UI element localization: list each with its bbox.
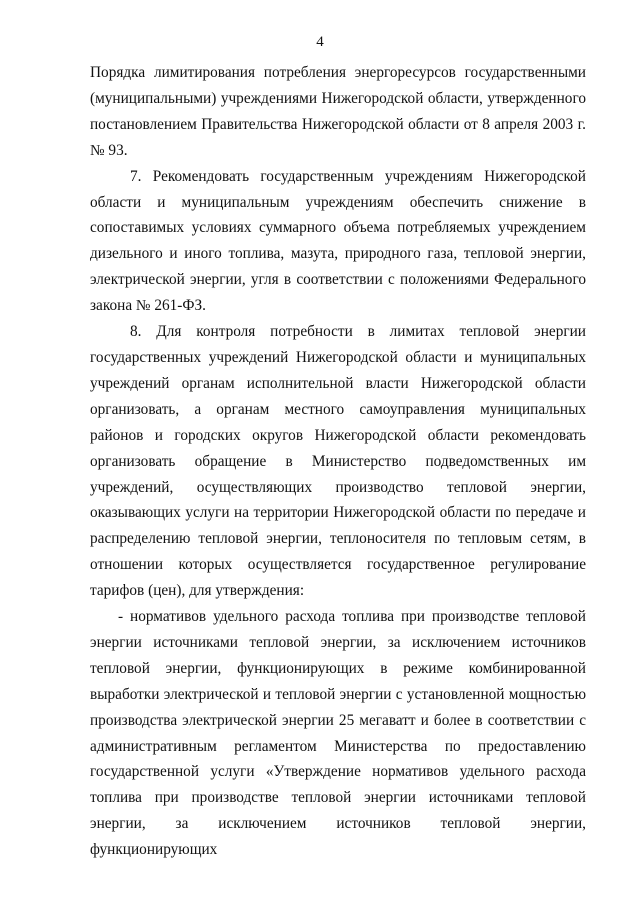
paragraph-subitem-norms: - нормативов удельного расхода топлива при производстве тепловой энергии источниками тепловой энергии, за исключением источников тепловой энергии, функционирующих в режиме комбинированной выработки электрической и тепловой энергии с установленной мощностью производства электрической энергии 25 мегаватт и более в соответствии с административным регламентом Министерства по предоставлению государственной услуги «Утверждение нормативов удельного расхода топлива при производстве тепловой энергии источниками тепловой энергии, за исключением источников тепловой энергии, функционирующих	[90, 608, 586, 859]
paragraph-item-8: 8. Для контроля потребности в лимитах тепловой энергии государственных учреждений Нижегородской области и муниципальных учреждений органам исполнительной власти Нижегородской области организовать, а органам местного самоуправления муниципальных районов и городских округов Нижегородской области рекомендовать организовать обращение в Министерство подведомственных им учреждений, осуществляющих производство тепловой энергии, оказывающих услуги на территории Нижегородской области по передаче и распределению тепловой энергии, теплоносителя по тепловым сетям, в отношении которых осуществляется государственное регулирование тарифов (цен), для утверждения:	[90, 323, 586, 600]
paragraph-continuation: Порядка лимитирования потребления энергоресурсов государственными (муниципальными) учреждениями Нижегородской области, утвержденного постановлением Правительства Нижегородской области от 8 апреля 2003 г. № 93.	[90, 64, 586, 159]
page-number: 4	[316, 34, 324, 50]
document-body	[90, 60, 586, 863]
paragraph-item-7: 7. Рекомендовать государственным учреждениям Нижегородской области и муниципальным учреждениям обеспечить снижение в сопоставимых условиях суммарного объема потребляемых учреждением дизельного и иного топлива, мазута, природного газа, тепловой энергии, электрической энергии, угля в соответствии с положениями Федерального закона № 261-ФЗ.	[90, 167, 586, 315]
